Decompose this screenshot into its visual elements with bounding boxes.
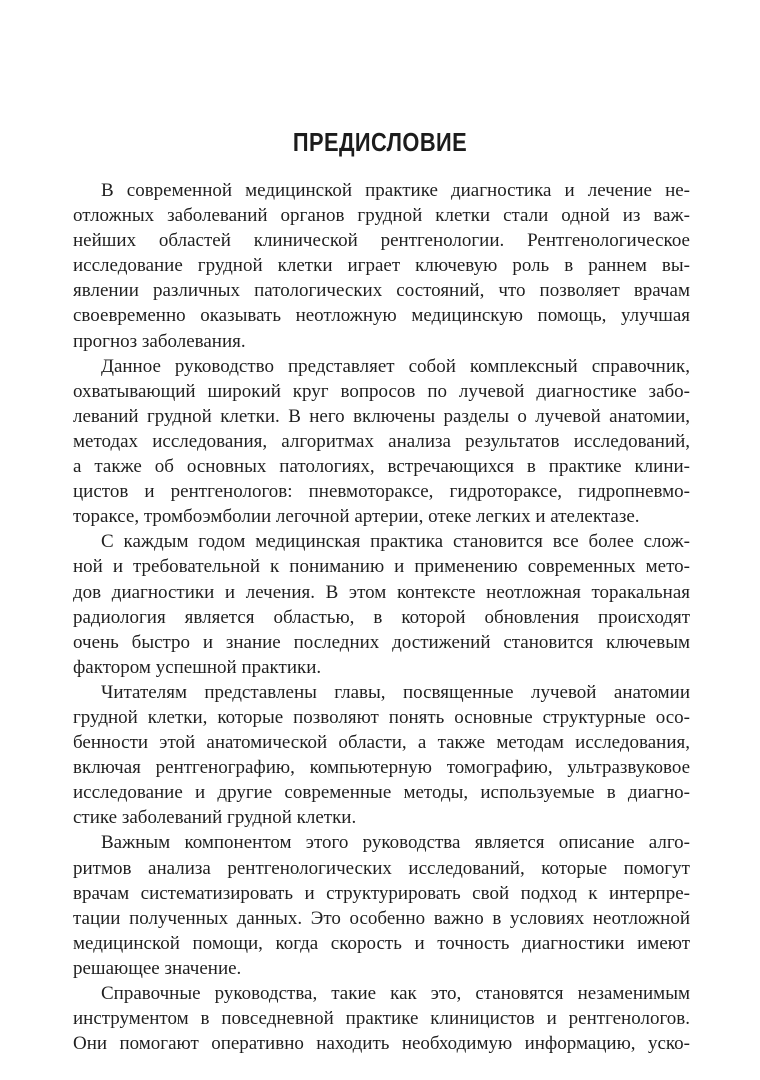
text-line: инструментом в повседневной практике клиницистов и рентгенологов. [73, 1008, 690, 1030]
text-line: явлении различных патологических состояний, что позволяет врачам [73, 280, 690, 302]
paragraph [73, 680, 690, 831]
text-line: ритмов анализа рентгенологических исследований, которые помогут [73, 857, 690, 879]
text-line: тации полученных данных. Это особенно важно в условиях неотложной [73, 907, 690, 929]
text-line: ной и требовательной к пониманию и применению современных мето- [73, 556, 690, 578]
text-line: исследование грудной клетки играет ключевую роль в раннем вы- [73, 255, 690, 277]
text-line: своевременно оказывать неотложную медицинскую помощь, улучшая [73, 305, 690, 327]
text-line: Данное руководство представляет собой комплексный справочник, [101, 355, 690, 377]
text-line: грудной клетки, которые позволяют понять основные структурные осо- [73, 706, 690, 728]
paragraph [73, 354, 690, 530]
paragraph [73, 830, 690, 981]
text-line: решающее значение. [73, 957, 242, 979]
text-line: медицинской помощи, когда скорость и точность диагностики имеют [73, 932, 690, 954]
text-line: фактором успешной практики. [73, 656, 322, 678]
text-line: а также об основных патологиях, встречающихся в практике клини- [73, 456, 690, 478]
text-line: включая рентгенографию, компьютерную томографию, ультразвуковое [73, 757, 690, 779]
text-line: Они помогают оперативно находить необходимую информацию, уско- [73, 1033, 690, 1055]
page-title: ПРЕДИСЛОВИЕ [292, 127, 468, 157]
paragraph [73, 178, 690, 354]
text-line: леваний грудной клетки. В него включены разделы о лучевой анатомии, [73, 405, 690, 427]
text-line: В современной медицинской практике диагностика и лечение не- [101, 180, 690, 201]
text-line: тораксе, тромбоэмболии легочной артерии, отеке легких и ателектазе. [73, 506, 640, 528]
text-line: Читателям представлены главы, посвященные лучевой анатомии [101, 681, 690, 703]
text-line: исследование и другие современные методы, используемые в диагно- [73, 782, 690, 804]
text-line: стике заболеваний грудной клетки. [73, 807, 357, 829]
text-line: бенности этой анатомической области, а также методам исследования, [73, 732, 690, 754]
text-line: охватывающий широкий круг вопросов по лучевой диагностике забо- [73, 380, 690, 402]
text-line: нейших областей клинической рентгенологии. Рентгенологическое [73, 230, 690, 252]
text-line: Справочные руководства, такие как это, становятся незаменимым [101, 983, 690, 1004]
text-line: прогноз заболевания. [73, 330, 246, 352]
body-text [73, 178, 690, 1056]
text-line: методах исследования, алгоритмах анализа результатов исследований, [73, 430, 690, 452]
text-line: дов диагностики и лечения. В этом контексте неотложная торакальная [73, 581, 690, 603]
text-line: С каждым годом медицинская практика становится все более слож- [101, 531, 690, 553]
text-line: Важным компонентом этого руководства является описание алго- [101, 832, 690, 854]
text-line: цистов и рентгенологов: пневмотораксе, гидротораксе, гидропневмо- [73, 481, 690, 503]
text-line: очень быстро и знание последних достижений становится ключевым [73, 631, 690, 653]
paragraph [73, 529, 690, 680]
paragraph [73, 981, 690, 1056]
text-line: врачам систематизировать и структурировать свой подход к интерпре- [73, 882, 690, 904]
text-line: радиология является областью, в которой обновления происходят [73, 606, 690, 628]
text-line: отложных заболеваний органов грудной клетки стали одной из важ- [73, 205, 690, 227]
